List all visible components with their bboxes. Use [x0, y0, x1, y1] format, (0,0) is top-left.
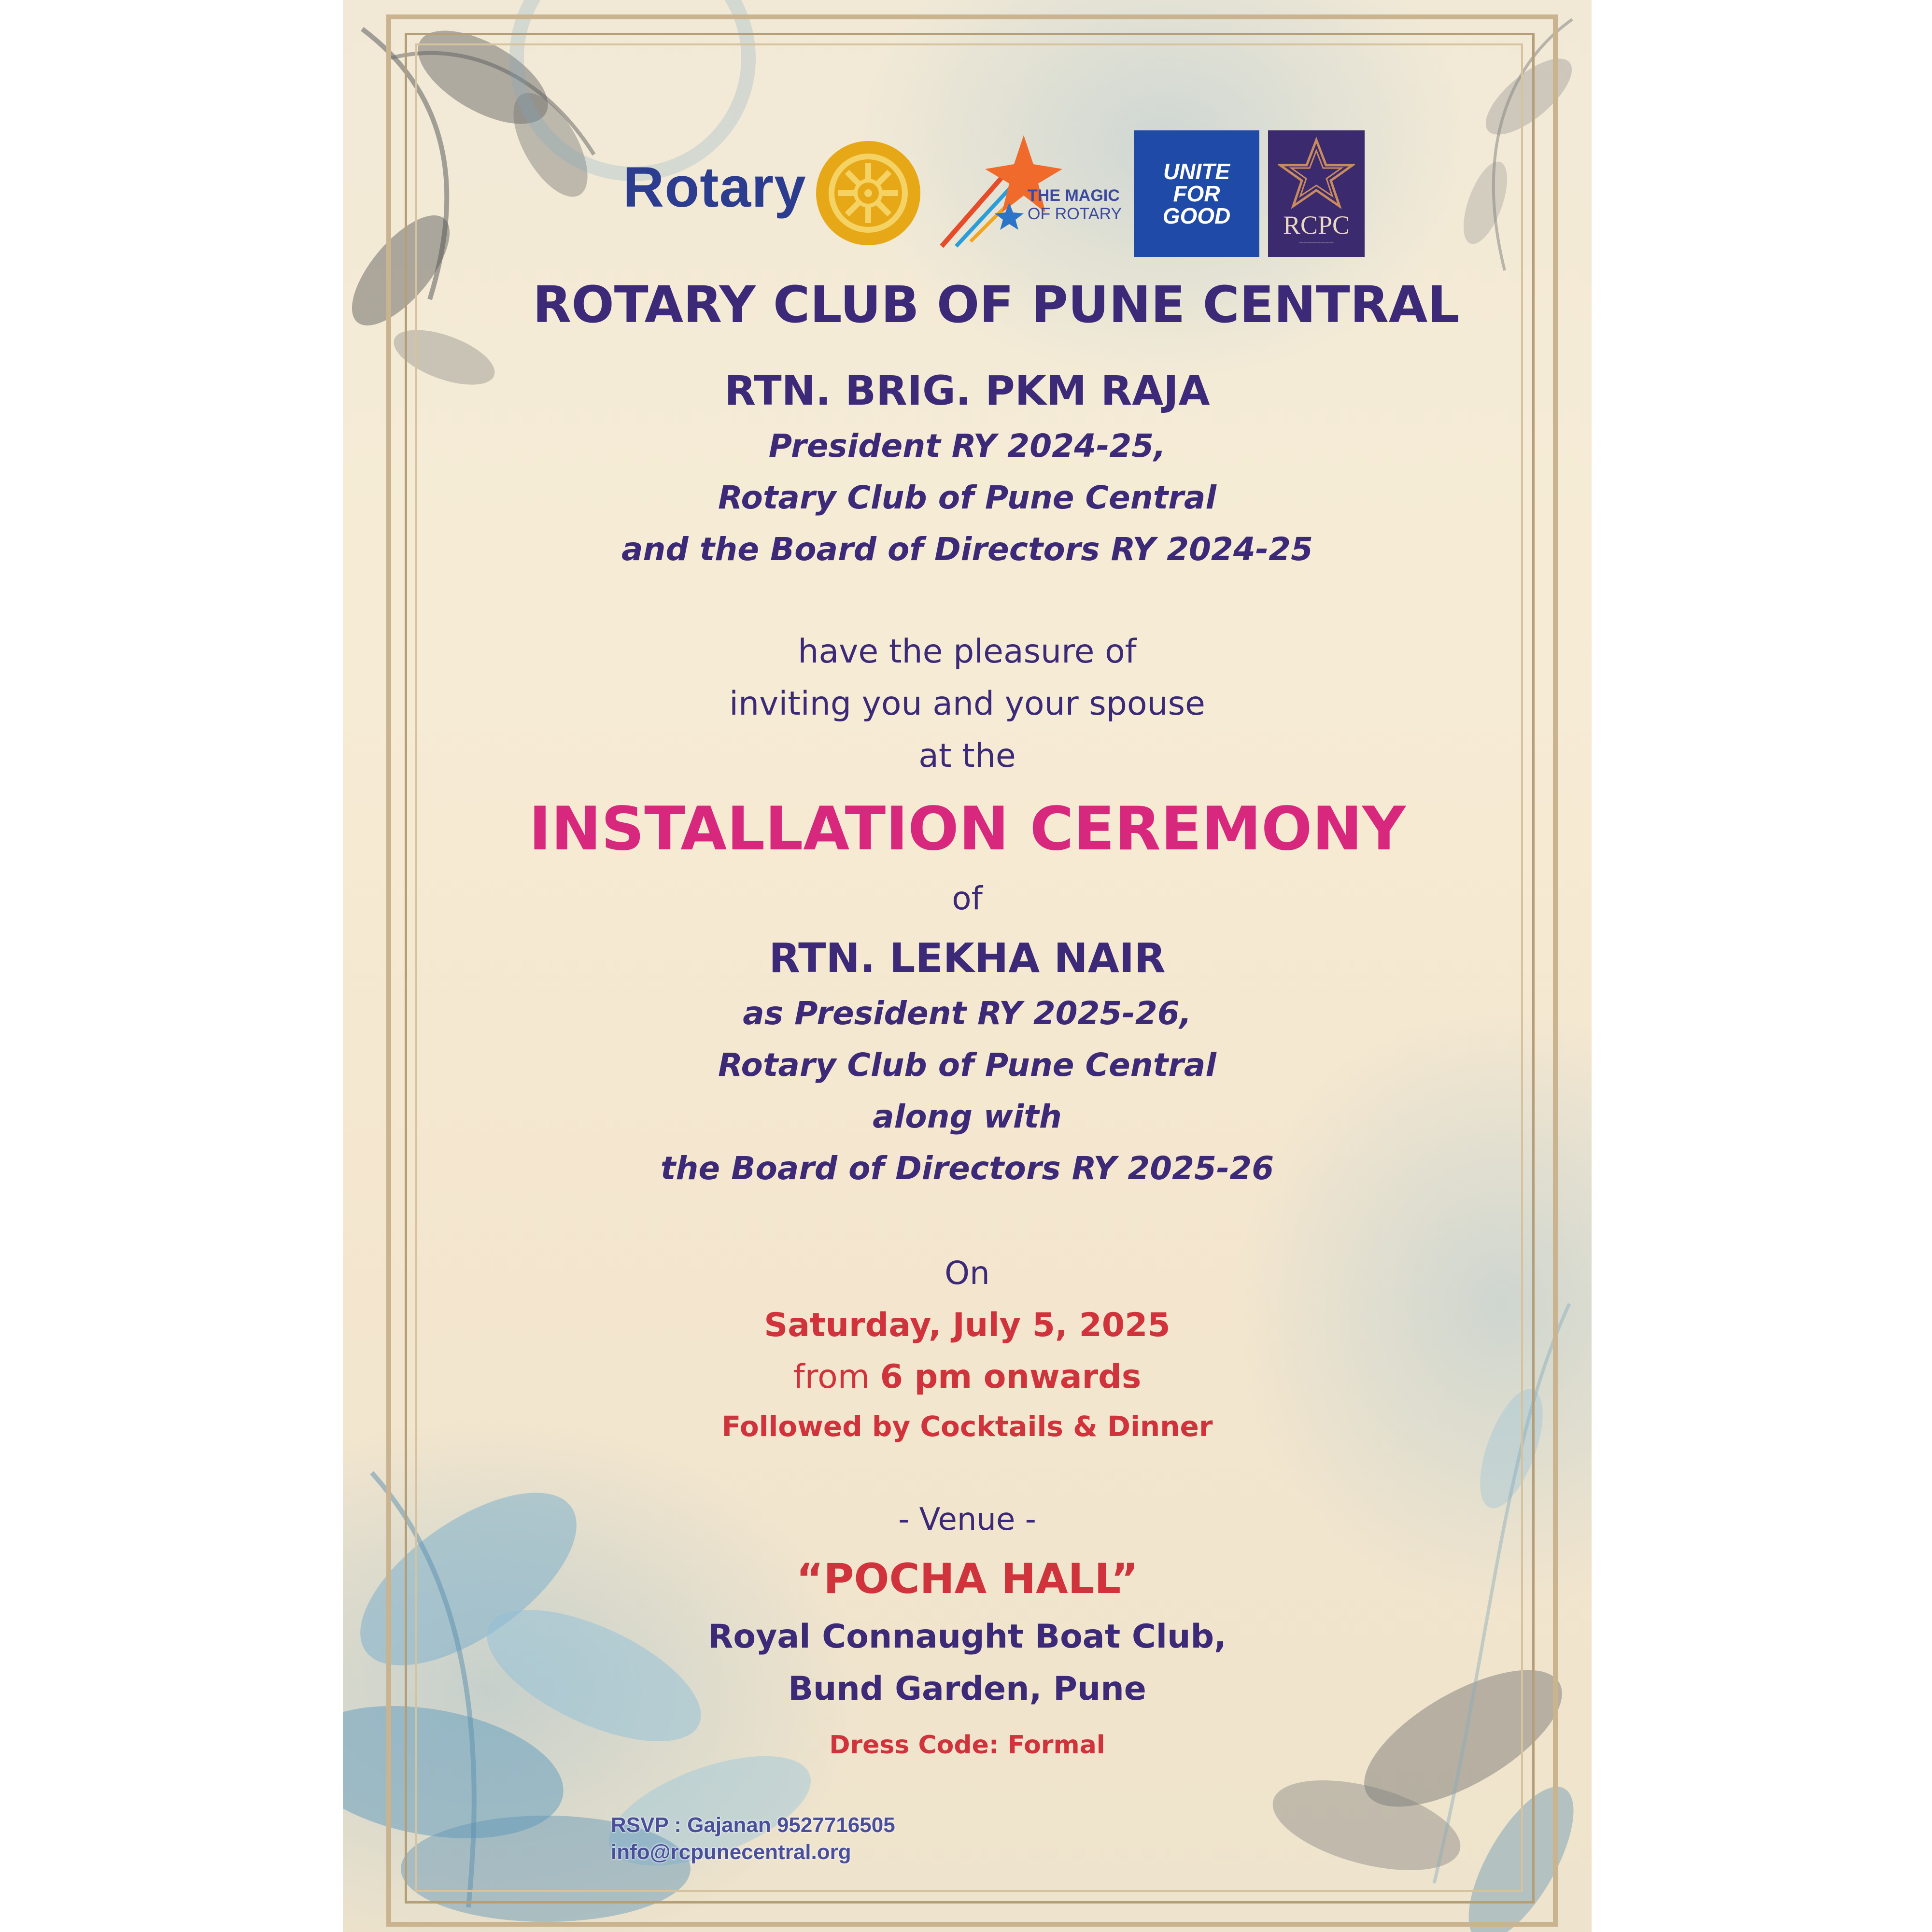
rsvp-phone: RSVP : Gajanan 9527716505	[611, 1813, 895, 1837]
club-name: ROTARY CLUB OF PUNE CENTRAL	[533, 275, 1460, 334]
venue-hall: “POCHA HALL”	[796, 1555, 1139, 1603]
invitation-card	[343, 0, 1592, 1932]
venue-line: Royal Connaught Boat Club,	[707, 1618, 1227, 1656]
rcpc-text: RCPC	[1283, 211, 1350, 240]
on-word: On	[945, 1255, 990, 1292]
installee-line: Rotary Club of Pune Central	[718, 1046, 1216, 1084]
host-line: President RY 2024-25,	[768, 427, 1166, 465]
host-name: RTN. BRIG. PKM RAJA	[724, 367, 1210, 414]
rcpc-small-line: ————————	[1299, 240, 1334, 245]
event-time: 6 pm onwards	[880, 1358, 1142, 1396]
rsvp-block	[611, 1812, 895, 1866]
unite-line-2: FOR	[1173, 181, 1220, 206]
venue-heading: - Venue -	[898, 1502, 1036, 1537]
invite-line: at the	[918, 737, 1016, 775]
host-line: Rotary Club of Pune Central	[718, 479, 1216, 516]
rsvp-email: info@rcpunecentral.org	[611, 1840, 851, 1864]
magic-line-1: THE MAGIC	[1028, 186, 1120, 205]
magic-line-2: OF ROTARY	[1028, 205, 1122, 223]
dress-code: Dress Code: Formal	[829, 1731, 1105, 1760]
installee-name: RTN. LEKHA NAIR	[769, 934, 1166, 982]
host-line: and the Board of Directors RY 2024-25	[621, 531, 1313, 568]
rcpc-star-icon	[1278, 136, 1355, 209]
logo-row	[343, 130, 1592, 261]
event-title: INSTALLATION CEREMONY	[529, 794, 1406, 864]
magic-of-rotary-text	[1028, 186, 1122, 223]
invite-line: have the pleasure of	[798, 633, 1137, 671]
rcpc-logo	[1268, 130, 1365, 257]
installee-line: as President RY 2025-26,	[743, 995, 1192, 1032]
installee-line: the Board of Directors RY 2025-26	[660, 1150, 1274, 1187]
unite-line-3: GOOD	[1162, 203, 1231, 228]
venue-line: Bund Garden, Pune	[788, 1670, 1146, 1708]
rotary-wheel-icon	[810, 135, 926, 251]
from-word: from	[793, 1358, 870, 1396]
event-date: Saturday, July 5, 2025	[764, 1306, 1170, 1344]
unite-line-1: UNITE	[1163, 159, 1230, 184]
rotary-wordmark: Rotary	[623, 155, 806, 219]
invite-line: inviting you and your spouse	[729, 685, 1205, 723]
installee-line: along with	[873, 1098, 1062, 1135]
followup-text: Followed by Cocktails & Dinner	[721, 1410, 1213, 1443]
event-time-line	[343, 1358, 1592, 1396]
of-word: of	[952, 880, 983, 917]
unite-for-good-logo	[1134, 130, 1259, 257]
